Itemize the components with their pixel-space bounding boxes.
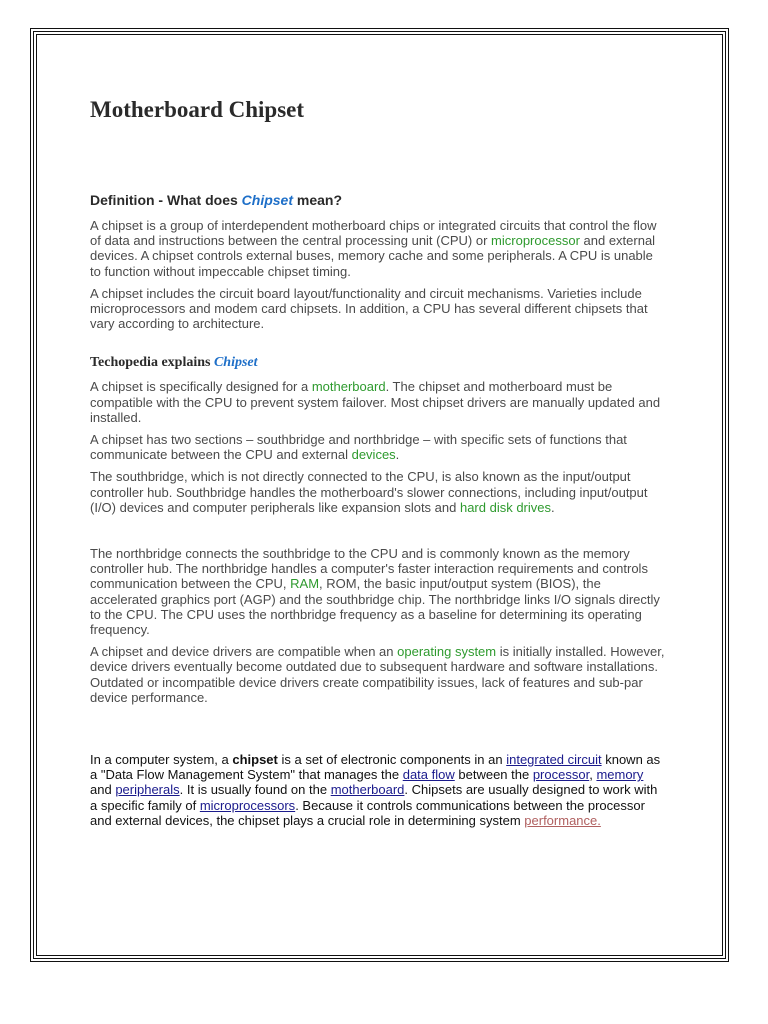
document-body — [90, 96, 665, 835]
processor-link[interactable]: processor — [532, 767, 590, 783]
definition-paragraph-2: A chipset includes the circuit board layout/functionality and circuit mechanisms. Varieties include microprocessors and modem card chipsets. In addition, a CPU has several different chipsets that vary according to architecture. — [90, 285, 648, 332]
text: is a set of electronic components in an — [277, 752, 507, 768]
text: A chipset is a group of interdependent motherboard chips or integrated circuits that control the flow of data and instructions between the central processing unit (CPU) or — [90, 218, 657, 249]
integrated-circuit-link[interactable]: integrated circuit — [506, 752, 602, 768]
explains-heading-term: Chipset — [213, 355, 258, 371]
explains-paragraph-3 — [90, 469, 665, 515]
text: The northbridge connects the southbridge to the CPU and is commonly known as the memory controller hub. The northbridge handles a computer's faster interaction requirements and controls communication between the CPU, — [90, 546, 648, 592]
text: A chipset has two sections – southbridge and northbridge – with specific sets of functions that communicate between the CPU and external — [90, 432, 627, 463]
explains-paragraph-2 — [90, 432, 665, 462]
text: between the — [454, 767, 533, 783]
memory-link[interactable]: memory — [596, 767, 644, 783]
text: is initially installed. However, device drivers eventually become outdated due to subsequent hardware and software installations. Outdated or incompatible device drivers create compatibility issues, lack of features and sub-par device performance. — [90, 644, 665, 705]
text: known as a "Data Flow Management System" that manages the — [90, 752, 661, 783]
text: A chipset is specifically designed for a — [90, 379, 312, 395]
motherboard-link[interactable]: motherboard — [311, 379, 386, 395]
text: . Because it controls communications between the processor and external devices, the chipset plays a crucial role in determining system — [90, 797, 645, 828]
devices-link[interactable]: devices — [351, 447, 396, 463]
explains-heading-prefix: Techopedia explains — [90, 355, 214, 371]
hard-disk-drives-link[interactable]: hard disk drives — [459, 499, 552, 515]
microprocessor-link[interactable]: microprocessor — [491, 233, 580, 249]
text: . It is usually found on the — [179, 782, 331, 798]
text: . Chipsets are usually designed to work with a specific family of — [90, 782, 658, 813]
definition-paragraph-1 — [90, 218, 665, 279]
performance-link[interactable]: performance. — [524, 812, 601, 828]
text: , ROM, the basic input/output system (BIOS), the accelerated graphics port (AGP) and the southbridge chip. The northbridge links I/O signals directly to the CPU. The CPU uses the northbridge frequency as a baseline for determining its operating frequency. — [90, 576, 660, 638]
ram-link[interactable]: RAM — [290, 576, 320, 592]
chipset-bold: chipset — [232, 752, 278, 768]
definition-heading-prefix: Definition - What does — [90, 192, 242, 208]
explains-paragraph-4 — [90, 546, 665, 637]
text: and — [90, 782, 116, 798]
explains-paragraph-5 — [90, 644, 665, 705]
explains-heading — [90, 354, 665, 371]
definition-heading-term: Chipset — [241, 192, 293, 208]
text: A chipset and device drivers are compatible when an — [90, 644, 398, 660]
peripherals-link[interactable]: peripherals — [115, 782, 180, 798]
page-title: Motherboard Chipset — [90, 97, 305, 122]
motherboard-link-2[interactable]: motherboard — [330, 782, 405, 798]
text: . — [395, 447, 400, 463]
definition-heading — [90, 192, 665, 209]
definition-heading-suffix: mean? — [293, 192, 343, 208]
text: . — [551, 499, 555, 515]
text: In a computer system, a — [90, 752, 233, 768]
text: , — [589, 767, 597, 783]
explains-paragraph-1 — [90, 379, 665, 425]
operating-system-link[interactable]: operating system — [397, 644, 497, 660]
text: . The chipset and motherboard must be compatible with the CPU to prevent system failover. Most chipset drivers are manually updated and installed. — [90, 379, 661, 425]
data-flow-link[interactable]: data flow — [402, 767, 455, 783]
microprocessors-link[interactable]: microprocessors — [199, 797, 296, 813]
text: and external devices. A chipset controls external buses, memory cache and some peripherals. A CPU is unable to function without impeccable chipset timing. — [90, 233, 656, 279]
text: The southbridge, which is not directly connected to the CPU, is also known as the input/output controller hub. Southbridge handles the motherboard's slower connections, including input/output (I/O) devices and computer peripherals like expansion slots and — [90, 469, 648, 515]
final-paragraph — [90, 752, 665, 828]
